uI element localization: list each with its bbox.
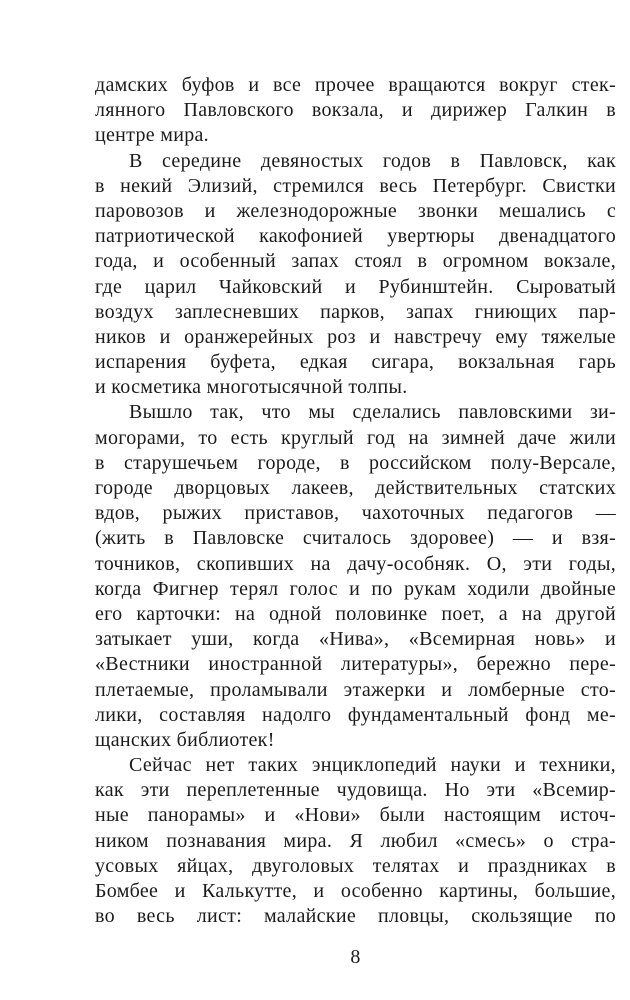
text-line: могорами, то есть круглый год на зимней даче жили bbox=[95, 426, 616, 449]
text-line: патриотической какофонией увертюры двенадцатого bbox=[95, 225, 616, 248]
paragraph bbox=[95, 400, 616, 753]
text-line: испарения буфета, едкая сигара, вокзальная гарь bbox=[95, 351, 616, 374]
text-line: дамских буфов и все прочее вращаются вокруг стек- bbox=[95, 74, 616, 96]
text-line: Бомбее и Калькутте, и особенно картины, большие, bbox=[95, 880, 616, 902]
paragraph bbox=[95, 753, 616, 929]
page-number: 8 bbox=[350, 946, 361, 968]
text-line: как эти переплетенные чудовища. Но эти «Всемир- bbox=[95, 779, 616, 802]
text-line: усовых яйцах, двуголовых телятах и праздниках в bbox=[95, 854, 616, 877]
text-line: в старушечьем городе, в российском полу-Версале, bbox=[95, 451, 616, 474]
text-block bbox=[95, 73, 616, 929]
paragraph bbox=[95, 73, 616, 149]
text-line: лянного Павловского вокзала, и дирижер Галкин в bbox=[95, 99, 616, 122]
paragraph bbox=[95, 149, 616, 401]
text-line: Вышло так, что мы сделались павловскими зи- bbox=[129, 401, 616, 424]
text-line: лики, составляя надолго фундаментальный фонд ме- bbox=[95, 703, 616, 726]
text-line: воздух заплесневших парков, запах гниющих пар- bbox=[95, 300, 616, 323]
text-line: плетаемые, проламывали этажерки и ломберные сто- bbox=[95, 678, 616, 701]
text-line: его карточки: на одной половинке поет, а на другой bbox=[95, 602, 616, 625]
text-line: точников, скопивших на дачу-особняк. О, эти годы, bbox=[95, 552, 616, 575]
text-line: (жить в Павловске считалось здоровее) — и взя- bbox=[95, 527, 616, 550]
text-line: ников и оранжерейных роз и навстречу ему тяжелые bbox=[95, 325, 616, 348]
text-line: центре мира. bbox=[95, 124, 209, 147]
text-line: городе дворцовых лакеев, действительных статских bbox=[95, 477, 616, 499]
text-line: во весь лист: малайские пловцы, скользящие по bbox=[95, 905, 616, 928]
text-line: паровозов и железнодорожные звонки мешались с bbox=[95, 199, 616, 222]
text-line: «Вестники иностранной литературы», бережно пере- bbox=[95, 653, 616, 676]
text-line: ником познавания мира. Я любил «смесь» о стра- bbox=[95, 829, 616, 852]
text-line: В середине девяностых годов в Павловск, как bbox=[129, 149, 616, 172]
text-line: где царил Чайковский и Рубинштейн. Сыроватый bbox=[95, 275, 616, 298]
text-line: и косметика многотысячной толпы. bbox=[95, 376, 408, 399]
text-line: щанских библиотек! bbox=[95, 728, 275, 751]
text-line: затыкает уши, когда «Нива», «Всемирная новь» и bbox=[95, 628, 616, 651]
text-line: вдов, рыжих приставов, чахоточных педагогов — bbox=[95, 502, 616, 525]
text-line: в некий Элизий, стремился весь Петербург. Свистки bbox=[95, 174, 616, 197]
text-line: года, и особенный запах стоял в огромном вокзале, bbox=[95, 250, 616, 273]
text-line: Сейчас нет таких энциклопедий науки и техники, bbox=[129, 754, 616, 777]
text-line: когда Фигнер терял голос и по рукам ходили двойные bbox=[95, 577, 616, 600]
text-line: ные панорамы» и «Нови» были настоящим источ- bbox=[95, 804, 616, 827]
